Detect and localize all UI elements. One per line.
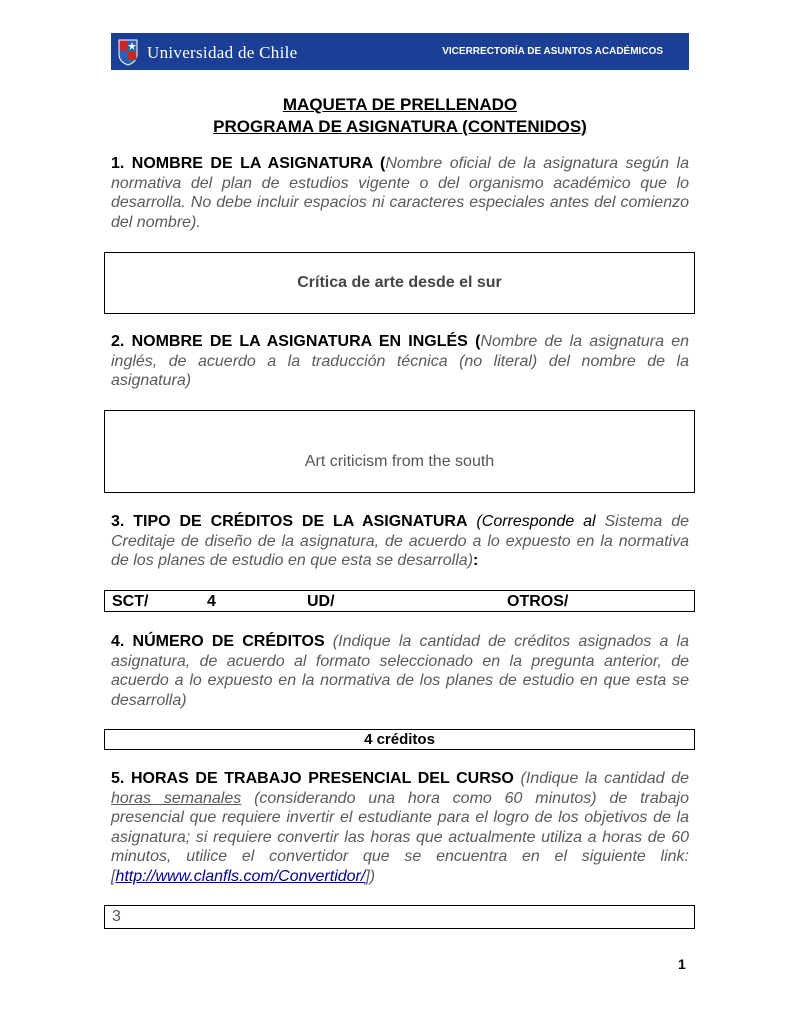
doc-title-line1: MAQUETA DE PRELLENADO — [282, 95, 518, 114]
page-number: 1 — [678, 956, 686, 972]
section-5-text: 5. HORAS DE TRABAJO PRESENCIAL DEL CURSO (Indique la cantidad de horas semanales (considerando una hora como 60 minutos) de trabajo presencial que requiere invertir el estudiante para el logro de los objetivos de la asignatura; si requiere convertir las horas que actualmente utiliza a horas de 60 minutos, utilice el convertidor que se encuentra en el siguiente link: [http://www.clanfls.com/Convertidor/]) — [111, 770, 690, 885]
section-5-heading: 5. HORAS DE TRABAJO PRESENCIAL DEL CURSO — [111, 770, 514, 787]
section-2-instructions: Nombre de la asignatura en inglés, de acuerdo a la traducción técnica (no literal) del nombre de la asignatura) — [111, 333, 689, 389]
weekly-hours-underlined: horas semanales — [111, 789, 242, 807]
credits-number-value: 4 créditos — [364, 731, 435, 748]
section-3-instructions: Sistema de Creditaje de diseño de la asignatura, de acuerdo a lo expuesto en la normativa de los planes de estudio en que esta se desarrolla) — [111, 513, 689, 569]
credits-number-field[interactable] — [104, 729, 695, 750]
doc-title-line2: PROGRAMA DE ASIGNATURA (CONTENIDOS) — [213, 117, 587, 136]
university-name: Universidad de Chile — [147, 43, 298, 62]
sct-label: SCT/ — [112, 593, 149, 610]
course-name-english-value: Art criticism from the south — [304, 453, 495, 470]
section-2-text: 2. NOMBRE DE LA ASIGNATURA EN INGLÉS (Nombre de la asignatura en inglés, de acuerdo a la traducción técnica (no literal) del nombre de la asignatura) — [111, 333, 689, 389]
course-name-english-field[interactable] — [104, 410, 695, 493]
contact-hours-value: 3 — [112, 908, 121, 925]
section-4-heading: 4. NÚMERO DE CRÉDITOS — [111, 633, 325, 650]
section-4-text — [111, 632, 689, 710]
section-3-text: 3. TIPO DE CRÉDITOS DE LA ASIGNATURA (Corresponde al Sistema de Creditaje de diseño de la asignatura, de acuerdo a lo expuesto en la normativa de los planes de estudio en que esta se desarrolla): — [111, 513, 689, 569]
course-name-value: Crítica de arte desde el sur — [297, 274, 502, 291]
section-3-heading: 3. TIPO DE CRÉDITOS DE LA ASIGNATURA — [111, 513, 468, 530]
university-crest-icon — [117, 38, 139, 66]
otros-label: OTROS/ — [507, 593, 569, 610]
section-1-text: 1. NOMBRE DE LA ASIGNATURA (Nombre oficial de la asignatura según la normativa del plan de estudios vigente o del organismo académico que lo desarrolla. No debe incluir espacios ni caracteres especiales antes del comienzo del nombre). — [111, 155, 690, 231]
converter-link[interactable]: http://www.clanfls.com/Convertidor/ — [115, 867, 366, 885]
section-1-heading: 1. NOMBRE DE LA ASIGNATURA — [111, 155, 373, 172]
header-banner — [111, 33, 689, 70]
contact-hours-field[interactable] — [104, 905, 695, 929]
ud-label: UD/ — [307, 593, 335, 610]
section-1-instructions: Nombre oficial de la asignatura según la normativa del plan de estudios vigente o del organismo académico que lo desarrolla. No debe incluir espacios ni caracteres especiales antes del comienzo del nombre). — [111, 155, 690, 231]
sct-value: 4 — [207, 593, 216, 610]
section-2-heading: 2. NOMBRE DE LA ASIGNATURA EN INGLÉS — [111, 333, 468, 350]
course-name-field[interactable] — [104, 252, 695, 314]
credit-type-row[interactable] — [104, 590, 695, 612]
unit-name: VICERRECTORÍA DE ASUNTOS ACADÉMICOS — [442, 46, 663, 57]
section-4-instructions: (Indique la cantidad de créditos asignados a la asignatura, de acuerdo al formato seleccionado en la pregunta anterior, de acuerdo a lo expuesto en la normativa de los planes de estudio en que esta se desarrolla) — [111, 633, 689, 709]
